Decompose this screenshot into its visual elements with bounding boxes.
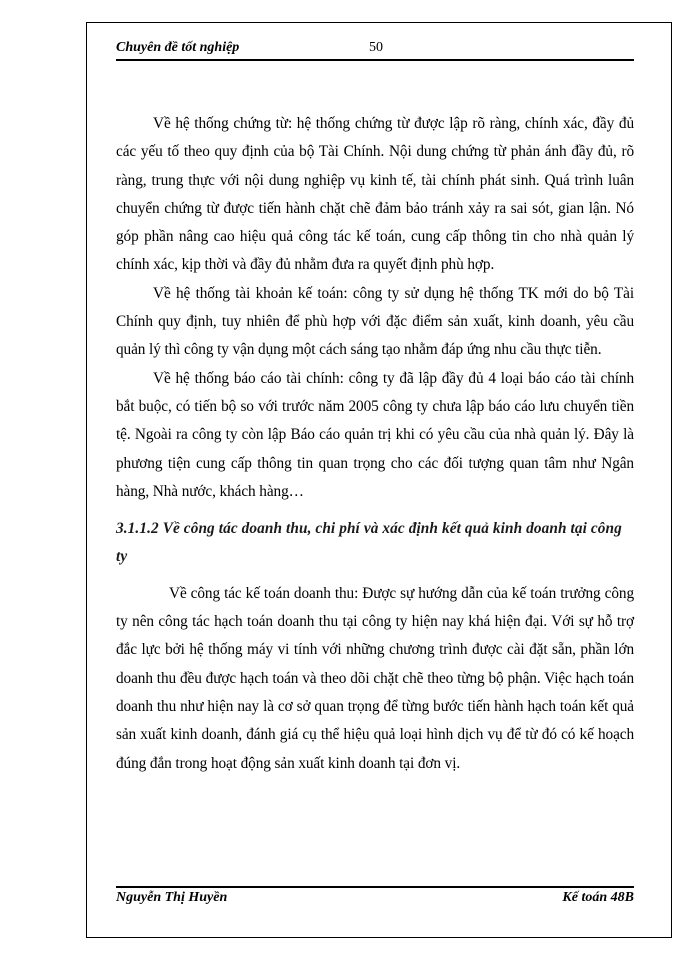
paragraph-bao-cao: Về hệ thống báo cáo tài chính: công ty đã lập đầy đủ 4 loại báo cáo tài chính bắt buộc, có tiến bộ so với trước năm 2005 công ty chưa lập báo cáo lưu chuyển tiền tệ. Ngoài ra công ty còn lập Báo cáo quản trị khi có yêu cầu của nhà quản lý. Đây là phương tiện cung cấp thông tin quan trọng cho các đối tượng quan tâm như Ngân hàng, Nhà nước, khách hàng…	[116, 369, 634, 500]
document-body	[116, 110, 634, 778]
page-number: 50	[369, 40, 383, 55]
header-title: Chuyên đề tốt nghiệp	[116, 40, 240, 55]
footer-author: Nguyễn Thị Huyền	[116, 890, 228, 905]
footer-rule	[116, 886, 634, 888]
paragraph-doanh-thu: Về công tác kế toán doanh thu: Được sự hướng dẫn của kế toán trưởng công ty nên công tác hạch toán doanh thu tại công ty hiện nay khá hiện đại. Với sự hỗ trợ đắc lực bởi hệ thống máy vi tính với những chương trình được cài đặt sẵn, phần lớn doanh thu đều được hạch toán và theo dõi chặt chẽ theo từng bộ phận. Việc hạch toán doanh thu như hiện nay là cơ sở quan trọng để từng bước tiến hành hạch toán kết quả sản xuất kinh doanh, đánh giá cụ thể hiệu quả loại hình dịch vụ để từ đó có kế hoạch đúng đắn trong hoạt động sản xuất kinh doanh tại đơn vị.	[116, 584, 634, 772]
section-heading: 3.1.1.2 Về công tác doanh thu, chi phí và xác định kết quả kinh doanh tại công ty	[116, 520, 622, 566]
paragraph-chung-tu: Về hệ thống chứng từ: hệ thống chứng từ được lập rõ ràng, chính xác, đầy đủ các yếu tố theo quy định của bộ Tài Chính. Nội dung chứng từ phản ánh đầy đủ, rõ ràng, trung thực với nội dung nghiệp vụ kinh tế, tài chính phát sinh. Quá trình luân chuyển chứng từ được tiến hành chặt chẽ đảm bảo tránh xảy ra sai sót, gian lận. Nó góp phần nâng cao hiệu quả công tác kế toán, cung cấp thông tin cho nhà quản lý chính xác, kịp thời và đầy đủ nhằm đưa ra quyết định phù hợp.	[116, 115, 634, 274]
header-rule	[116, 59, 634, 61]
page-footer	[116, 880, 634, 920]
paragraph-tai-khoan: Về hệ thống tài khoản kế toán: công ty sử dụng hệ thống TK mới do bộ Tài Chính quy định, tuy nhiên để phù hợp với đặc điểm sản xuất, kinh doanh, yêu cầu quản lý thì công ty vận dụng một cách sáng tạo nhằm đáp ứng nhu cầu thực tiễn.	[116, 284, 634, 359]
page-header	[116, 38, 634, 64]
footer-class: Kế toán 48B	[562, 890, 634, 905]
